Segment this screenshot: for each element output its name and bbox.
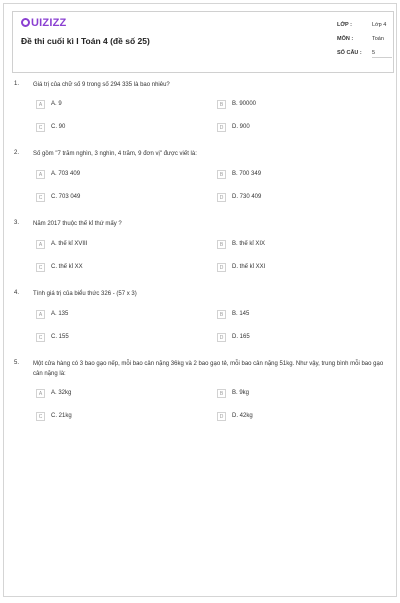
option-letter-box: B [217,170,226,179]
logo-q-mark [21,18,30,27]
option-label: A. thế kỉ XVIII [51,241,88,247]
option-letter-box: C [36,263,45,272]
question-number: 5. [14,360,20,366]
option-letter-box: B [217,100,226,109]
count-value: 5 [372,50,392,58]
question-text: Số gồm "7 trăm nghìn, 3 nghìn, 4 trăm, 9 đơn vị" được viết là: [33,151,197,157]
option-label: B. thế kỉ XIX [232,241,266,247]
option-label: D. thế kỉ XXI [232,264,266,270]
question-number: 2. [14,150,20,156]
option-letter-box: C [36,412,45,421]
option-label: C. 21kg [51,413,72,419]
logo-text: UIZIZZ [31,17,67,29]
option-label: B. 700 349 [232,171,262,177]
option-label: C. 703 049 [51,194,81,200]
exam-title: Đề thi cuối kì I Toán 4 (đề số 25) [21,36,150,46]
option-label: C. thế kỉ XX [51,264,83,270]
option-letter-box: A [36,100,45,109]
option-letter-box: B [217,310,226,319]
question-text: Năm 2017 thuộc thế kỉ thứ mấy ? [33,221,122,227]
option-label: C. 90 [51,124,66,130]
option-letter-box: D [217,123,226,132]
option-label: C. 155 [51,334,69,340]
option-letter-box: D [217,412,226,421]
option-label: A. 703 409 [51,171,81,177]
worksheet-header [12,11,394,73]
count-label: SỐ CÂU : [337,50,362,56]
option-label: A. 135 [51,311,69,317]
option-label: A. 9 [51,101,62,107]
option-letter-box: C [36,123,45,132]
subject-value: Toán [372,36,384,42]
option-letter-box: B [217,240,226,249]
option-letter-box: B [217,389,226,398]
question-number: 4. [14,290,20,296]
question-number: 3. [14,220,20,226]
option-label: D. 900 [232,124,250,130]
question-number: 1. [14,81,20,87]
question-text: Một cửa hàng có 3 bao gạo nếp, mỗi bao cân nặng 36kg và 2 bao gạo tẻ, mỗi bao cân nặng 51kg. Như vậy, trung bình mỗi bao gạo cân nặng là: [33,361,384,377]
option-letter-box: C [36,333,45,342]
option-label: B. 90000 [232,101,257,107]
option-letter-box: C [36,193,45,202]
class-label: LỚP : [337,22,352,28]
subject-label: MÔN : [337,36,354,42]
option-label: D. 165 [232,334,250,340]
option-label: B. 9kg [232,390,250,396]
option-letter-box: A [36,170,45,179]
quizizz-logo [21,17,66,29]
option-letter-box: D [217,193,226,202]
worksheet-page [3,3,397,597]
question-text: Giá trị của chữ số 9 trong số 294 335 là bao nhiêu? [33,82,170,88]
option-letter-box: D [217,333,226,342]
option-letter-box: A [36,240,45,249]
option-letter-box: A [36,389,45,398]
option-label: B. 145 [232,311,250,317]
class-value: Lớp 4 [372,22,387,28]
option-letter-box: A [36,310,45,319]
question-text: Tính giá trị của biểu thức 326 - (57 x 3) [33,291,137,297]
option-label: A. 32kg [51,390,72,396]
option-label: D. 730 409 [232,194,262,200]
option-label: D. 42kg [232,413,253,419]
option-letter-box: D [217,263,226,272]
